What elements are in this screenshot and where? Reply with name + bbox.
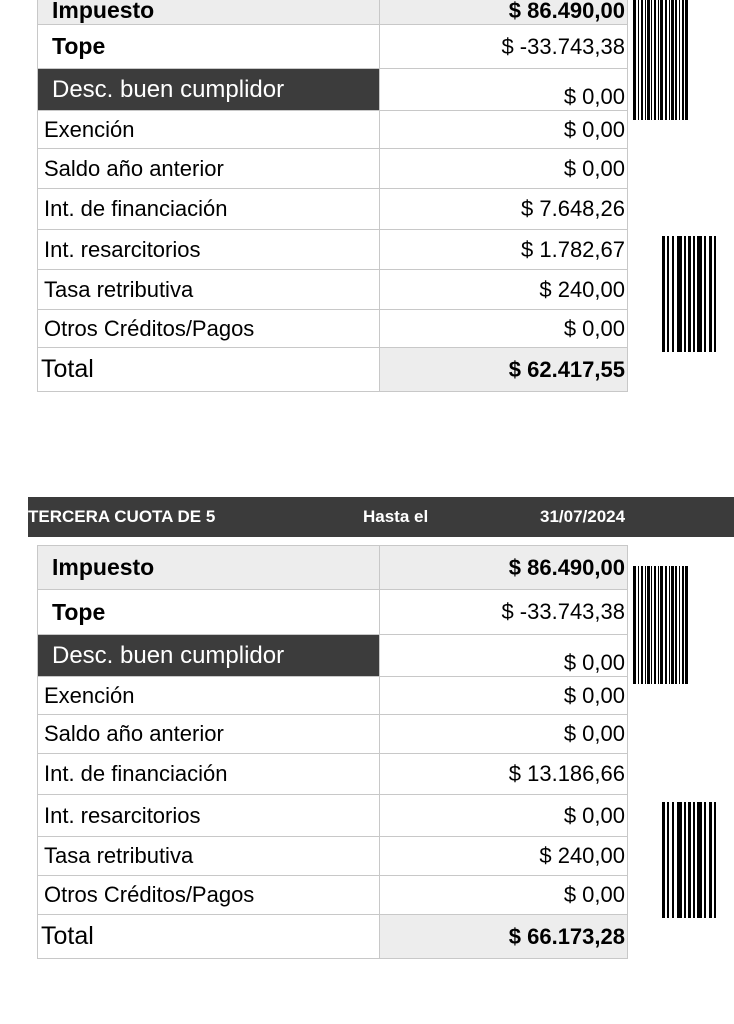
barcode-bar — [684, 802, 686, 918]
row-label: Tasa retributiva — [38, 270, 380, 310]
barcode-bar — [645, 566, 646, 684]
barcode-bar — [633, 0, 636, 120]
barcode-bar — [682, 0, 684, 120]
installment-header — [28, 497, 734, 537]
row-label: Int. resarcitorios — [38, 795, 380, 837]
barcode-bar — [651, 566, 652, 684]
row-value: $ 0,00 — [380, 795, 628, 837]
row-label: Impuesto — [38, 546, 380, 590]
row-value: $ 0,00 — [380, 715, 628, 754]
barcode-bar — [714, 802, 716, 918]
row-label: Desc. buen cumplidor — [38, 69, 380, 111]
row-value: $ 0,00 — [380, 149, 628, 189]
barcode-bar — [688, 802, 691, 918]
barcode-bar — [665, 0, 667, 120]
barcode-bar — [675, 566, 677, 684]
row-label: Impuesto — [38, 0, 380, 25]
barcode-bar — [672, 802, 674, 918]
row-value: $ 66.173,28 — [380, 915, 628, 959]
row-tasa-retributiva — [38, 270, 628, 310]
row-value: $ -33.743,38 — [380, 25, 628, 69]
barcode-bar — [654, 0, 656, 120]
barcode-bar — [638, 566, 639, 684]
row-otros-creditos — [38, 310, 628, 348]
until-label: Hasta el — [363, 507, 429, 526]
row-label: Tope — [38, 590, 380, 635]
row-label: Total — [38, 915, 380, 959]
row-tope — [38, 590, 628, 635]
row-value: $ 0,00 — [380, 677, 628, 715]
due-date: 31/07/2024 — [540, 507, 626, 526]
barcode-bar — [693, 236, 695, 352]
row-label: Otros Créditos/Pagos — [38, 310, 380, 348]
barcode-bar — [688, 236, 691, 352]
barcode-bar — [654, 566, 656, 684]
row-tope — [38, 25, 628, 69]
barcode-bar — [679, 0, 680, 120]
row-value: $ 7.648,26 — [380, 189, 628, 230]
barcode-1a — [633, 0, 734, 120]
installment-title: TERCERA CUOTA DE 5 — [28, 507, 216, 526]
row-value: $ -33.743,38 — [380, 590, 628, 635]
row-total — [38, 915, 628, 959]
barcode-bar — [647, 566, 650, 684]
barcode-bar — [641, 566, 643, 684]
barcode-bar — [658, 566, 659, 684]
row-int-financiacion — [38, 754, 628, 795]
barcode-bar — [677, 236, 682, 352]
row-label: Exención — [38, 111, 380, 149]
barcode-bar — [671, 566, 674, 684]
row-otros-creditos — [38, 876, 628, 915]
row-label: Int. resarcitorios — [38, 230, 380, 270]
row-label: Tope — [38, 25, 380, 69]
barcode-bar — [693, 802, 695, 918]
row-int-financiacion — [38, 189, 628, 230]
barcode-bar — [665, 566, 667, 684]
row-label: Int. de financiación — [38, 189, 380, 230]
row-label: Exención — [38, 677, 380, 715]
barcode-bar — [669, 566, 670, 684]
row-value: $ 240,00 — [380, 837, 628, 876]
barcode-bar — [660, 566, 663, 684]
barcode-bar — [641, 0, 643, 120]
row-value: $ 13.186,66 — [380, 754, 628, 795]
row-value: $ 0,00 — [380, 310, 628, 348]
barcode-bar — [638, 0, 639, 120]
row-label: Otros Créditos/Pagos — [38, 876, 380, 915]
barcode-bar — [675, 0, 677, 120]
row-value: $ 240,00 — [380, 270, 628, 310]
barcode-2a — [633, 566, 734, 684]
row-value: $ 0,00 — [380, 876, 628, 915]
row-label: Saldo año anterior — [38, 149, 380, 189]
barcode-bar — [684, 236, 686, 352]
barcode-bar — [662, 802, 665, 918]
barcode-bar — [651, 0, 652, 120]
row-saldo-anio-anterior — [38, 715, 628, 754]
barcode-bar — [667, 236, 669, 352]
barcode-bar — [633, 566, 636, 684]
row-value: $ 0,00 — [380, 111, 628, 149]
barcode-bar — [671, 0, 674, 120]
row-value: $ 86.490,00 — [380, 546, 628, 590]
barcode-bar — [697, 236, 702, 352]
barcode-bar — [679, 566, 680, 684]
barcode-bar — [685, 0, 688, 120]
barcode-bar — [682, 566, 684, 684]
barcode-bar — [677, 802, 682, 918]
barcode-bar — [662, 236, 665, 352]
row-impuesto — [38, 546, 628, 590]
fee-table-2 — [37, 545, 628, 959]
row-label: Saldo año anterior — [38, 715, 380, 754]
barcode-2b — [662, 802, 732, 918]
row-value: $ 0,00 — [380, 635, 628, 677]
barcode-bar — [714, 236, 716, 352]
row-exencion — [38, 677, 628, 715]
barcode-bar — [658, 0, 659, 120]
row-value: $ 62.417,55 — [380, 348, 628, 392]
row-saldo-anio-anterior — [38, 149, 628, 189]
row-label: Total — [38, 348, 380, 392]
row-impuesto — [38, 0, 628, 25]
barcode-bar — [704, 236, 706, 352]
row-label: Desc. buen cumplidor — [38, 635, 380, 677]
barcode-bar — [669, 0, 670, 120]
row-exencion — [38, 111, 628, 149]
barcode-bar — [660, 0, 663, 120]
row-value: $ 0,00 — [380, 69, 628, 111]
row-label: Int. de financiación — [38, 754, 380, 795]
barcode-bar — [709, 236, 712, 352]
row-desc-buen-cumplidor — [38, 69, 628, 111]
barcode-bar — [647, 0, 650, 120]
row-tasa-retributiva — [38, 837, 628, 876]
barcode-bar — [667, 802, 669, 918]
fee-table-1 — [37, 0, 628, 392]
row-value: $ 86.490,00 — [380, 0, 628, 25]
row-int-resarcitorios — [38, 230, 628, 270]
barcode-bar — [672, 236, 674, 352]
row-value: $ 1.782,67 — [380, 230, 628, 270]
row-int-resarcitorios — [38, 795, 628, 837]
barcode-bar — [697, 802, 702, 918]
barcode-bar — [685, 566, 688, 684]
barcode-bar — [645, 0, 646, 120]
row-label: Tasa retributiva — [38, 837, 380, 876]
row-total — [38, 348, 628, 392]
barcode-bar — [709, 802, 712, 918]
barcode-bar — [704, 802, 706, 918]
barcode-1b — [662, 236, 732, 352]
row-desc-buen-cumplidor — [38, 635, 628, 677]
